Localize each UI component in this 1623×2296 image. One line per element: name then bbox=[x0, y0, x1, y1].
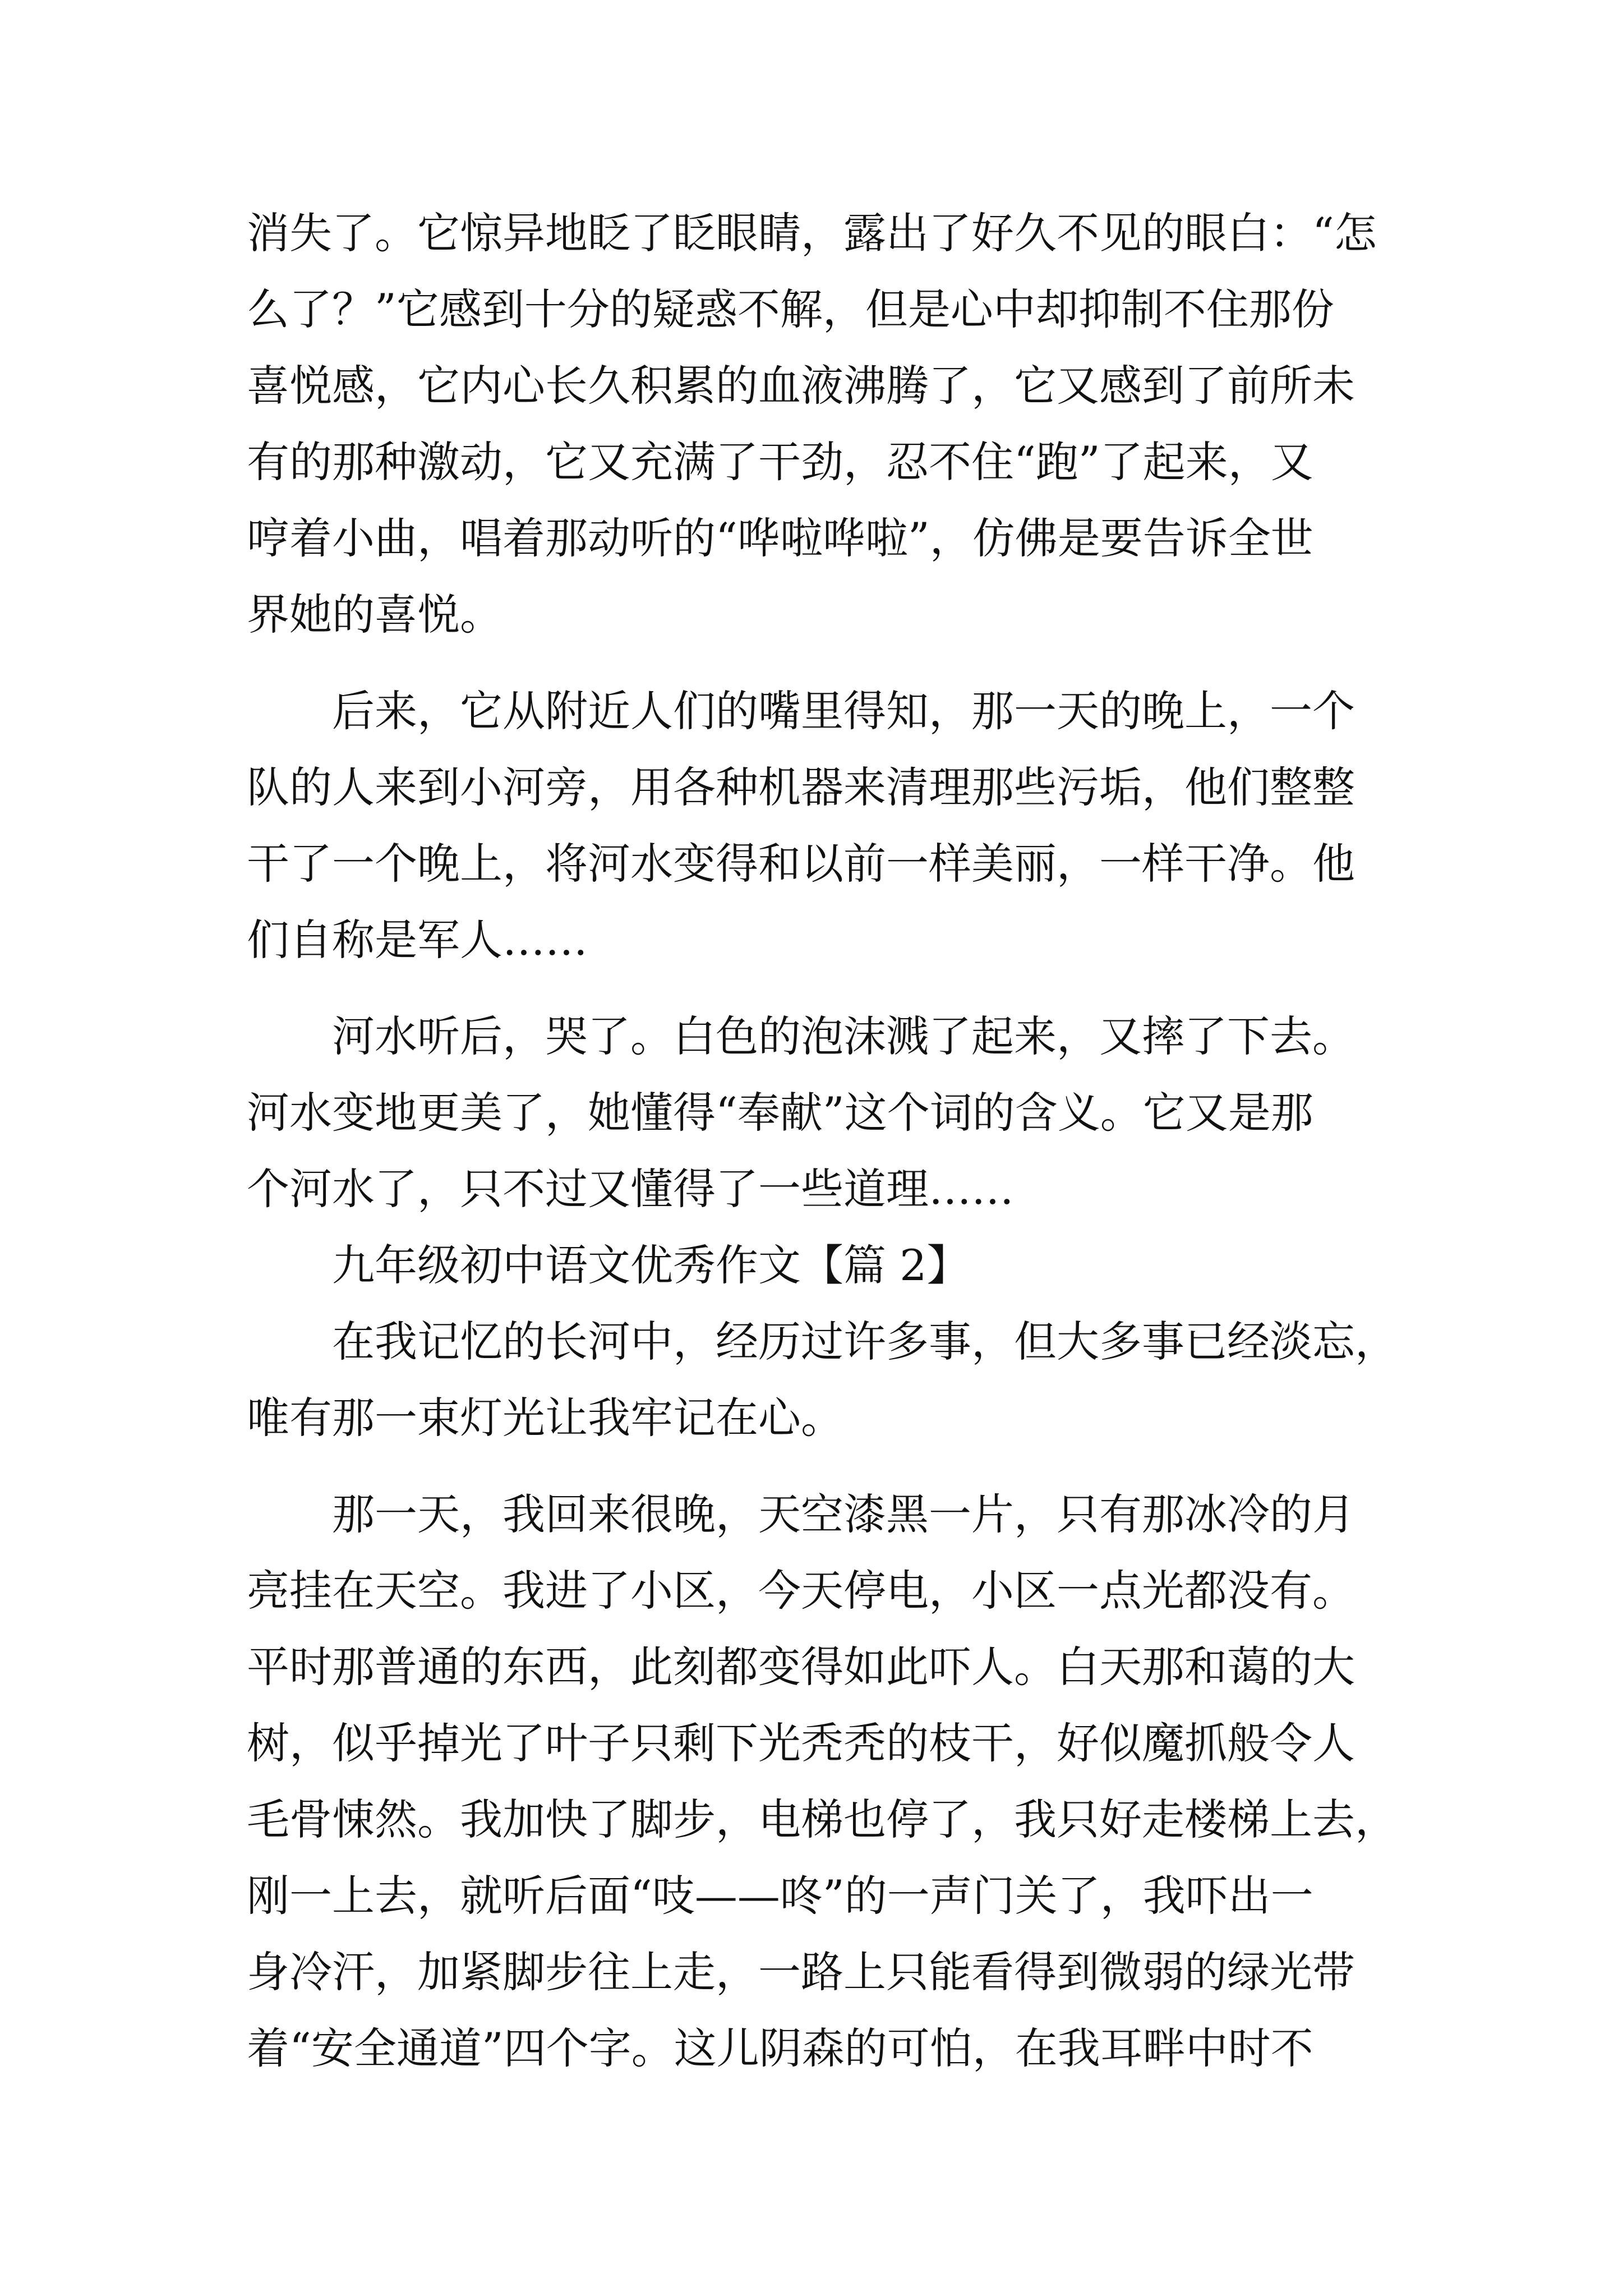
text-line: 着“安全通道”四个字。这儿阴森的可怕，在我耳畔中时不 bbox=[247, 2023, 1313, 2073]
paragraph-5 bbox=[247, 1476, 1398, 2087]
document-body bbox=[247, 195, 1398, 2087]
section-heading bbox=[247, 1227, 1385, 1304]
text-line: 在我记忆的长河中，经历过许多事，但大多事已经淡忘， bbox=[332, 1317, 1398, 1366]
paragraph-3 bbox=[247, 999, 1385, 1227]
text-line: 队的人来到小河旁，用各种机器来清理那些污垢，他们整整 bbox=[247, 762, 1355, 812]
text-line: 那一天，我回来很晚，天空漆黑一片，只有那冰冷的月 bbox=[332, 1489, 1355, 1539]
text-line: 干了一个晚上，将河水变得和以前一样美丽，一样干净。他 bbox=[247, 839, 1355, 889]
text-line: 平时那普通的东西，此刻都变得如此吓人。白天那和蔼的大 bbox=[247, 1642, 1355, 1692]
paragraph-4 bbox=[247, 1304, 1398, 1456]
text-line: 毛骨悚然。我加快了脚步，电梯也停了，我只好走楼梯上去， bbox=[247, 1795, 1398, 1844]
paragraph-1 bbox=[247, 195, 1385, 653]
text-line: 身冷汗，加紧脚步往上走，一路上只能看得到微弱的绿光带 bbox=[247, 1947, 1355, 1997]
text-line: 喜悦感，它内心长久积累的血液沸腾了，它又感到了前所未 bbox=[247, 361, 1355, 411]
text-line: 刚一上去，就听后面“吱——咚”的一声门关了，我吓出一 bbox=[247, 1871, 1313, 1921]
paragraph-2 bbox=[247, 673, 1385, 978]
text-line: 河水变地更美了，她懂得“奉献”这个词的含义。它又是那 bbox=[247, 1088, 1313, 1138]
text-line: 们自称是军人…… bbox=[247, 915, 588, 965]
text-line: 后来，它从附近人们的嘴里得知，那一天的晚上，一个 bbox=[332, 686, 1355, 736]
text-line: 亮挂在天空。我进了小区，今天停电，小区一点光都没有。 bbox=[247, 1566, 1355, 1616]
heading-line: 九年级初中语文优秀作文【篇 2】 bbox=[332, 1240, 970, 1290]
text-line: 界她的喜悦。 bbox=[247, 590, 502, 639]
text-line: 河水听后，哭了。白色的泡沫溅了起来，又摔了下去。 bbox=[332, 1011, 1355, 1061]
text-line: 哼着小曲，唱着那动听的“哗啦哗啦”，仿佛是要告诉全世 bbox=[247, 513, 1313, 563]
text-line: 唯有那一束灯光让我牢记在心。 bbox=[247, 1393, 843, 1443]
text-line: 有的那种激动，它又充满了干劲，忍不住“跑”了起来，又 bbox=[247, 437, 1313, 487]
text-line: 个河水了，只不过又懂得了一些道理…… bbox=[247, 1164, 1014, 1214]
text-line: 消失了。它惊异地眨了眨眼睛，露出了好久不见的眼白：“怎 bbox=[247, 208, 1377, 258]
text-line: 么了？”它感到十分的疑惑不解，但是心中却抑制不住那份 bbox=[247, 284, 1334, 334]
text-line: 树，似乎掉光了叶子只剩下光秃秃的枝干，好似魔抓般令人 bbox=[247, 1718, 1355, 1768]
